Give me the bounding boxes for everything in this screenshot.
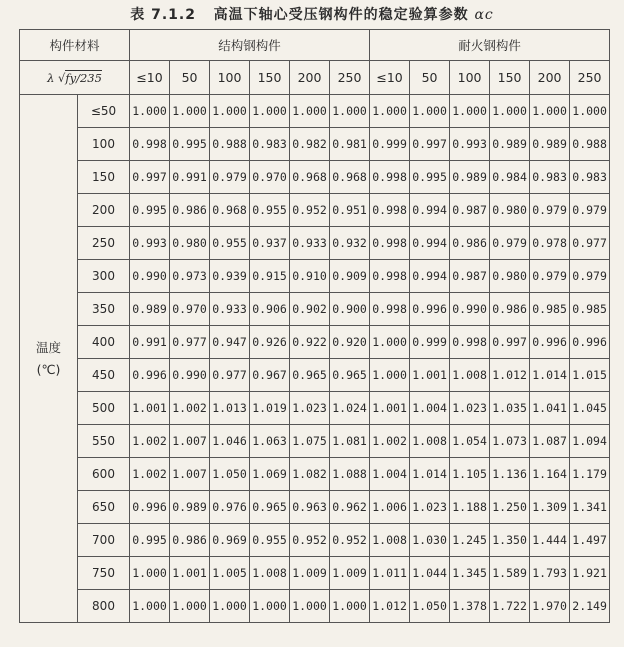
value-cell: 1.014 [530,359,570,392]
value-cell: 1.164 [530,458,570,491]
value-cell: 0.968 [330,161,370,194]
value-cell: 1.000 [290,95,330,128]
value-cell: 1.069 [250,458,290,491]
table-row [20,590,610,623]
value-cell: 1.000 [370,95,410,128]
value-cell: 0.979 [530,260,570,293]
value-cell: 0.978 [530,227,570,260]
value-cell: 0.985 [570,293,610,326]
value-cell: 1.188 [450,491,490,524]
value-cell: 0.955 [250,524,290,557]
value-cell: 0.998 [130,128,170,161]
value-cell: 1.000 [410,95,450,128]
material-header: 构件材料 [20,30,130,61]
value-cell: 0.995 [130,524,170,557]
value-cell: 0.998 [370,161,410,194]
value-cell: 1.000 [530,95,570,128]
value-cell: 1.063 [250,425,290,458]
value-cell: 1.075 [290,425,330,458]
temperature-cell: 250 [78,227,130,260]
table-row [20,95,610,128]
value-cell: 1.001 [410,359,450,392]
value-cell: 0.968 [290,161,330,194]
value-cell: 0.991 [130,326,170,359]
value-cell: 1.002 [170,392,210,425]
value-cell: 0.933 [210,293,250,326]
value-cell: 1.001 [170,557,210,590]
temperature-cell: 450 [78,359,130,392]
table-row [20,326,610,359]
value-cell: 0.906 [250,293,290,326]
value-cell: 0.996 [410,293,450,326]
value-cell: 1.970 [530,590,570,623]
stability-parameter-table [19,29,610,623]
value-cell: 0.979 [570,194,610,227]
temperature-label-unit: (℃) [36,361,61,377]
value-cell: 1.105 [450,458,490,491]
caption-title: 高温下轴心受压钢构件的稳定验算参数 [213,7,469,23]
value-cell: 1.000 [290,590,330,623]
value-cell: 1.023 [450,392,490,425]
value-cell: 0.988 [570,128,610,161]
value-cell: 1.015 [570,359,610,392]
temperature-cell: 100 [78,128,130,161]
slenderness-col: 250 [570,61,610,95]
value-cell: 0.952 [290,524,330,557]
structural-steel-header: 结构钢构件 [130,30,370,61]
table-row [20,359,610,392]
temperature-cell: 200 [78,194,130,227]
table-row [20,458,610,491]
value-cell: 0.933 [290,227,330,260]
value-cell: 1.497 [570,524,610,557]
value-cell: 0.979 [210,161,250,194]
value-cell: 2.149 [570,590,610,623]
value-cell: 1.444 [530,524,570,557]
table-row [20,392,610,425]
value-cell: 1.007 [170,458,210,491]
value-cell: 0.987 [450,194,490,227]
table-body [20,95,610,623]
value-cell: 0.999 [370,128,410,161]
temperature-label-text: 温度 [35,339,61,355]
value-cell: 0.970 [250,161,290,194]
table-row [20,557,610,590]
value-cell: 1.008 [370,524,410,557]
value-cell: 0.967 [250,359,290,392]
value-cell: 0.979 [530,194,570,227]
value-cell: 0.995 [170,128,210,161]
value-cell: 1.000 [370,326,410,359]
value-cell: 1.000 [570,95,610,128]
value-cell: 0.994 [410,260,450,293]
value-cell: 0.990 [170,359,210,392]
temperature-cell: 550 [78,425,130,458]
value-cell: 1.000 [330,95,370,128]
value-cell: 0.998 [370,293,410,326]
value-cell: 1.000 [370,359,410,392]
value-cell: 1.179 [570,458,610,491]
value-cell: 0.947 [210,326,250,359]
value-cell: 0.968 [210,194,250,227]
value-cell: 1.345 [450,557,490,590]
slenderness-label-prefix: λ √ [47,71,66,85]
value-cell: 1.006 [370,491,410,524]
value-cell: 0.984 [490,161,530,194]
fire-resistant-steel-header: 耐火钢构件 [370,30,610,61]
value-cell: 0.979 [570,260,610,293]
value-cell: 0.986 [170,194,210,227]
value-cell: 1.000 [130,557,170,590]
temperature-cell: ≤50 [78,95,130,128]
temperature-cell: 600 [78,458,130,491]
value-cell: 1.014 [410,458,450,491]
value-cell: 0.983 [250,128,290,161]
caption-symbol: αc [474,7,494,23]
value-cell: 0.996 [530,326,570,359]
value-cell: 1.250 [490,491,530,524]
value-cell: 1.004 [370,458,410,491]
value-cell: 0.970 [170,293,210,326]
value-cell: 1.046 [210,425,250,458]
value-cell: 0.980 [490,260,530,293]
value-cell: 0.987 [450,260,490,293]
value-cell: 0.902 [290,293,330,326]
caption-label: 表 7.1.2 [130,7,196,23]
temperature-cell: 350 [78,293,130,326]
value-cell: 0.995 [410,161,450,194]
slenderness-col: 150 [250,61,290,95]
value-cell: 1.030 [410,524,450,557]
value-cell: 0.997 [410,128,450,161]
value-cell: 0.994 [410,194,450,227]
value-cell: 1.000 [170,95,210,128]
value-cell: 0.998 [370,194,410,227]
value-cell: 1.000 [490,95,530,128]
table-row [20,491,610,524]
value-cell: 0.993 [450,128,490,161]
value-cell: 1.000 [250,590,290,623]
slenderness-label [20,61,130,95]
value-cell: 0.976 [210,491,250,524]
value-cell: 1.245 [450,524,490,557]
slenderness-col: 100 [210,61,250,95]
value-cell: 0.991 [170,161,210,194]
temperature-cell: 750 [78,557,130,590]
value-cell: 0.982 [290,128,330,161]
value-cell: 0.926 [250,326,290,359]
value-cell: 1.309 [530,491,570,524]
value-cell: 0.981 [330,128,370,161]
value-cell: 1.054 [450,425,490,458]
value-cell: 1.000 [130,590,170,623]
value-cell: 1.009 [290,557,330,590]
value-cell: 1.000 [130,95,170,128]
slenderness-col: ≤10 [370,61,410,95]
value-cell: 0.989 [170,491,210,524]
value-cell: 0.965 [290,359,330,392]
value-cell: 0.989 [450,161,490,194]
value-cell: 1.087 [530,425,570,458]
value-cell: 0.963 [290,491,330,524]
value-cell: 1.019 [250,392,290,425]
temperature-cell: 300 [78,260,130,293]
value-cell: 1.000 [250,95,290,128]
table-caption [0,4,624,24]
value-cell: 1.002 [130,425,170,458]
value-cell: 1.921 [570,557,610,590]
temperature-cell: 650 [78,491,130,524]
table-row [20,524,610,557]
value-cell: 0.996 [130,491,170,524]
value-cell: 1.023 [290,392,330,425]
value-cell: 0.955 [210,227,250,260]
value-cell: 0.973 [170,260,210,293]
value-cell: 0.998 [450,326,490,359]
value-cell: 0.909 [330,260,370,293]
value-cell: 1.008 [410,425,450,458]
slenderness-col: 100 [450,61,490,95]
value-cell: 0.986 [170,524,210,557]
value-cell: 1.793 [530,557,570,590]
temperature-cell: 700 [78,524,130,557]
value-cell: 1.011 [370,557,410,590]
value-cell: 0.951 [330,194,370,227]
value-cell: 0.969 [210,524,250,557]
table-row [20,194,610,227]
value-cell: 1.024 [330,392,370,425]
value-cell: 0.986 [490,293,530,326]
table-row [20,227,610,260]
value-cell: 0.998 [370,260,410,293]
value-cell: 1.045 [570,392,610,425]
value-cell: 0.985 [530,293,570,326]
temperature-cell: 500 [78,392,130,425]
slenderness-col: 50 [410,61,450,95]
slenderness-col: 250 [330,61,370,95]
value-cell: 1.023 [410,491,450,524]
value-cell: 1.005 [210,557,250,590]
value-cell: 1.000 [210,590,250,623]
value-cell: 0.937 [250,227,290,260]
value-cell: 1.001 [370,392,410,425]
value-cell: 1.008 [450,359,490,392]
slenderness-label-radicand: fy/235 [65,71,102,85]
value-cell: 0.910 [290,260,330,293]
value-cell: 1.001 [130,392,170,425]
value-cell: 1.088 [330,458,370,491]
value-cell: 0.996 [130,359,170,392]
slenderness-col: 150 [490,61,530,95]
header-row-slenderness [20,61,610,95]
value-cell: 1.350 [490,524,530,557]
value-cell: 1.081 [330,425,370,458]
value-cell: 0.997 [490,326,530,359]
value-cell: 1.008 [250,557,290,590]
value-cell: 0.996 [570,326,610,359]
value-cell: 1.012 [490,359,530,392]
value-cell: 1.002 [130,458,170,491]
value-cell: 0.980 [170,227,210,260]
value-cell: 1.041 [530,392,570,425]
slenderness-col: ≤10 [130,61,170,95]
value-cell: 1.378 [450,590,490,623]
value-cell: 0.962 [330,491,370,524]
value-cell: 0.990 [130,260,170,293]
value-cell: 0.998 [370,227,410,260]
value-cell: 0.980 [490,194,530,227]
temperature-cell: 150 [78,161,130,194]
table-row [20,425,610,458]
value-cell: 1.012 [370,590,410,623]
value-cell: 1.050 [210,458,250,491]
value-cell: 1.002 [370,425,410,458]
value-cell: 1.007 [170,425,210,458]
value-cell: 0.986 [450,227,490,260]
value-cell: 0.990 [450,293,490,326]
value-cell: 0.922 [290,326,330,359]
value-cell: 0.977 [210,359,250,392]
value-cell: 0.989 [130,293,170,326]
value-cell: 0.939 [210,260,250,293]
value-cell: 1.082 [290,458,330,491]
value-cell: 0.977 [170,326,210,359]
value-cell: 0.988 [210,128,250,161]
temperature-cell: 400 [78,326,130,359]
value-cell: 0.989 [530,128,570,161]
value-cell: 0.952 [330,524,370,557]
value-cell: 0.932 [330,227,370,260]
table-row [20,161,610,194]
value-cell: 0.965 [330,359,370,392]
value-cell: 1.589 [490,557,530,590]
value-cell: 0.900 [330,293,370,326]
value-cell: 0.995 [130,194,170,227]
value-cell: 0.989 [490,128,530,161]
value-cell: 0.920 [330,326,370,359]
value-cell: 1.013 [210,392,250,425]
value-cell: 0.994 [410,227,450,260]
value-cell: 1.000 [330,590,370,623]
value-cell: 0.979 [490,227,530,260]
value-cell: 0.915 [250,260,290,293]
table-row [20,293,610,326]
value-cell: 1.044 [410,557,450,590]
value-cell: 1.341 [570,491,610,524]
value-cell: 0.999 [410,326,450,359]
value-cell: 1.722 [490,590,530,623]
header-row-groups [20,30,610,61]
value-cell: 0.965 [250,491,290,524]
value-cell: 1.004 [410,392,450,425]
value-cell: 1.000 [210,95,250,128]
slenderness-col: 200 [530,61,570,95]
value-cell: 1.094 [570,425,610,458]
value-cell: 1.035 [490,392,530,425]
slenderness-col: 50 [170,61,210,95]
value-cell: 0.983 [530,161,570,194]
slenderness-col: 200 [290,61,330,95]
temperature-label [20,95,78,623]
table-row [20,128,610,161]
value-cell: 1.009 [330,557,370,590]
value-cell: 1.000 [170,590,210,623]
value-cell: 0.997 [130,161,170,194]
temperature-cell: 800 [78,590,130,623]
value-cell: 0.977 [570,227,610,260]
value-cell: 1.136 [490,458,530,491]
value-cell: 0.983 [570,161,610,194]
value-cell: 1.000 [450,95,490,128]
value-cell: 1.050 [410,590,450,623]
value-cell: 0.955 [250,194,290,227]
table-row [20,260,610,293]
value-cell: 0.952 [290,194,330,227]
value-cell: 1.073 [490,425,530,458]
value-cell: 0.993 [130,227,170,260]
